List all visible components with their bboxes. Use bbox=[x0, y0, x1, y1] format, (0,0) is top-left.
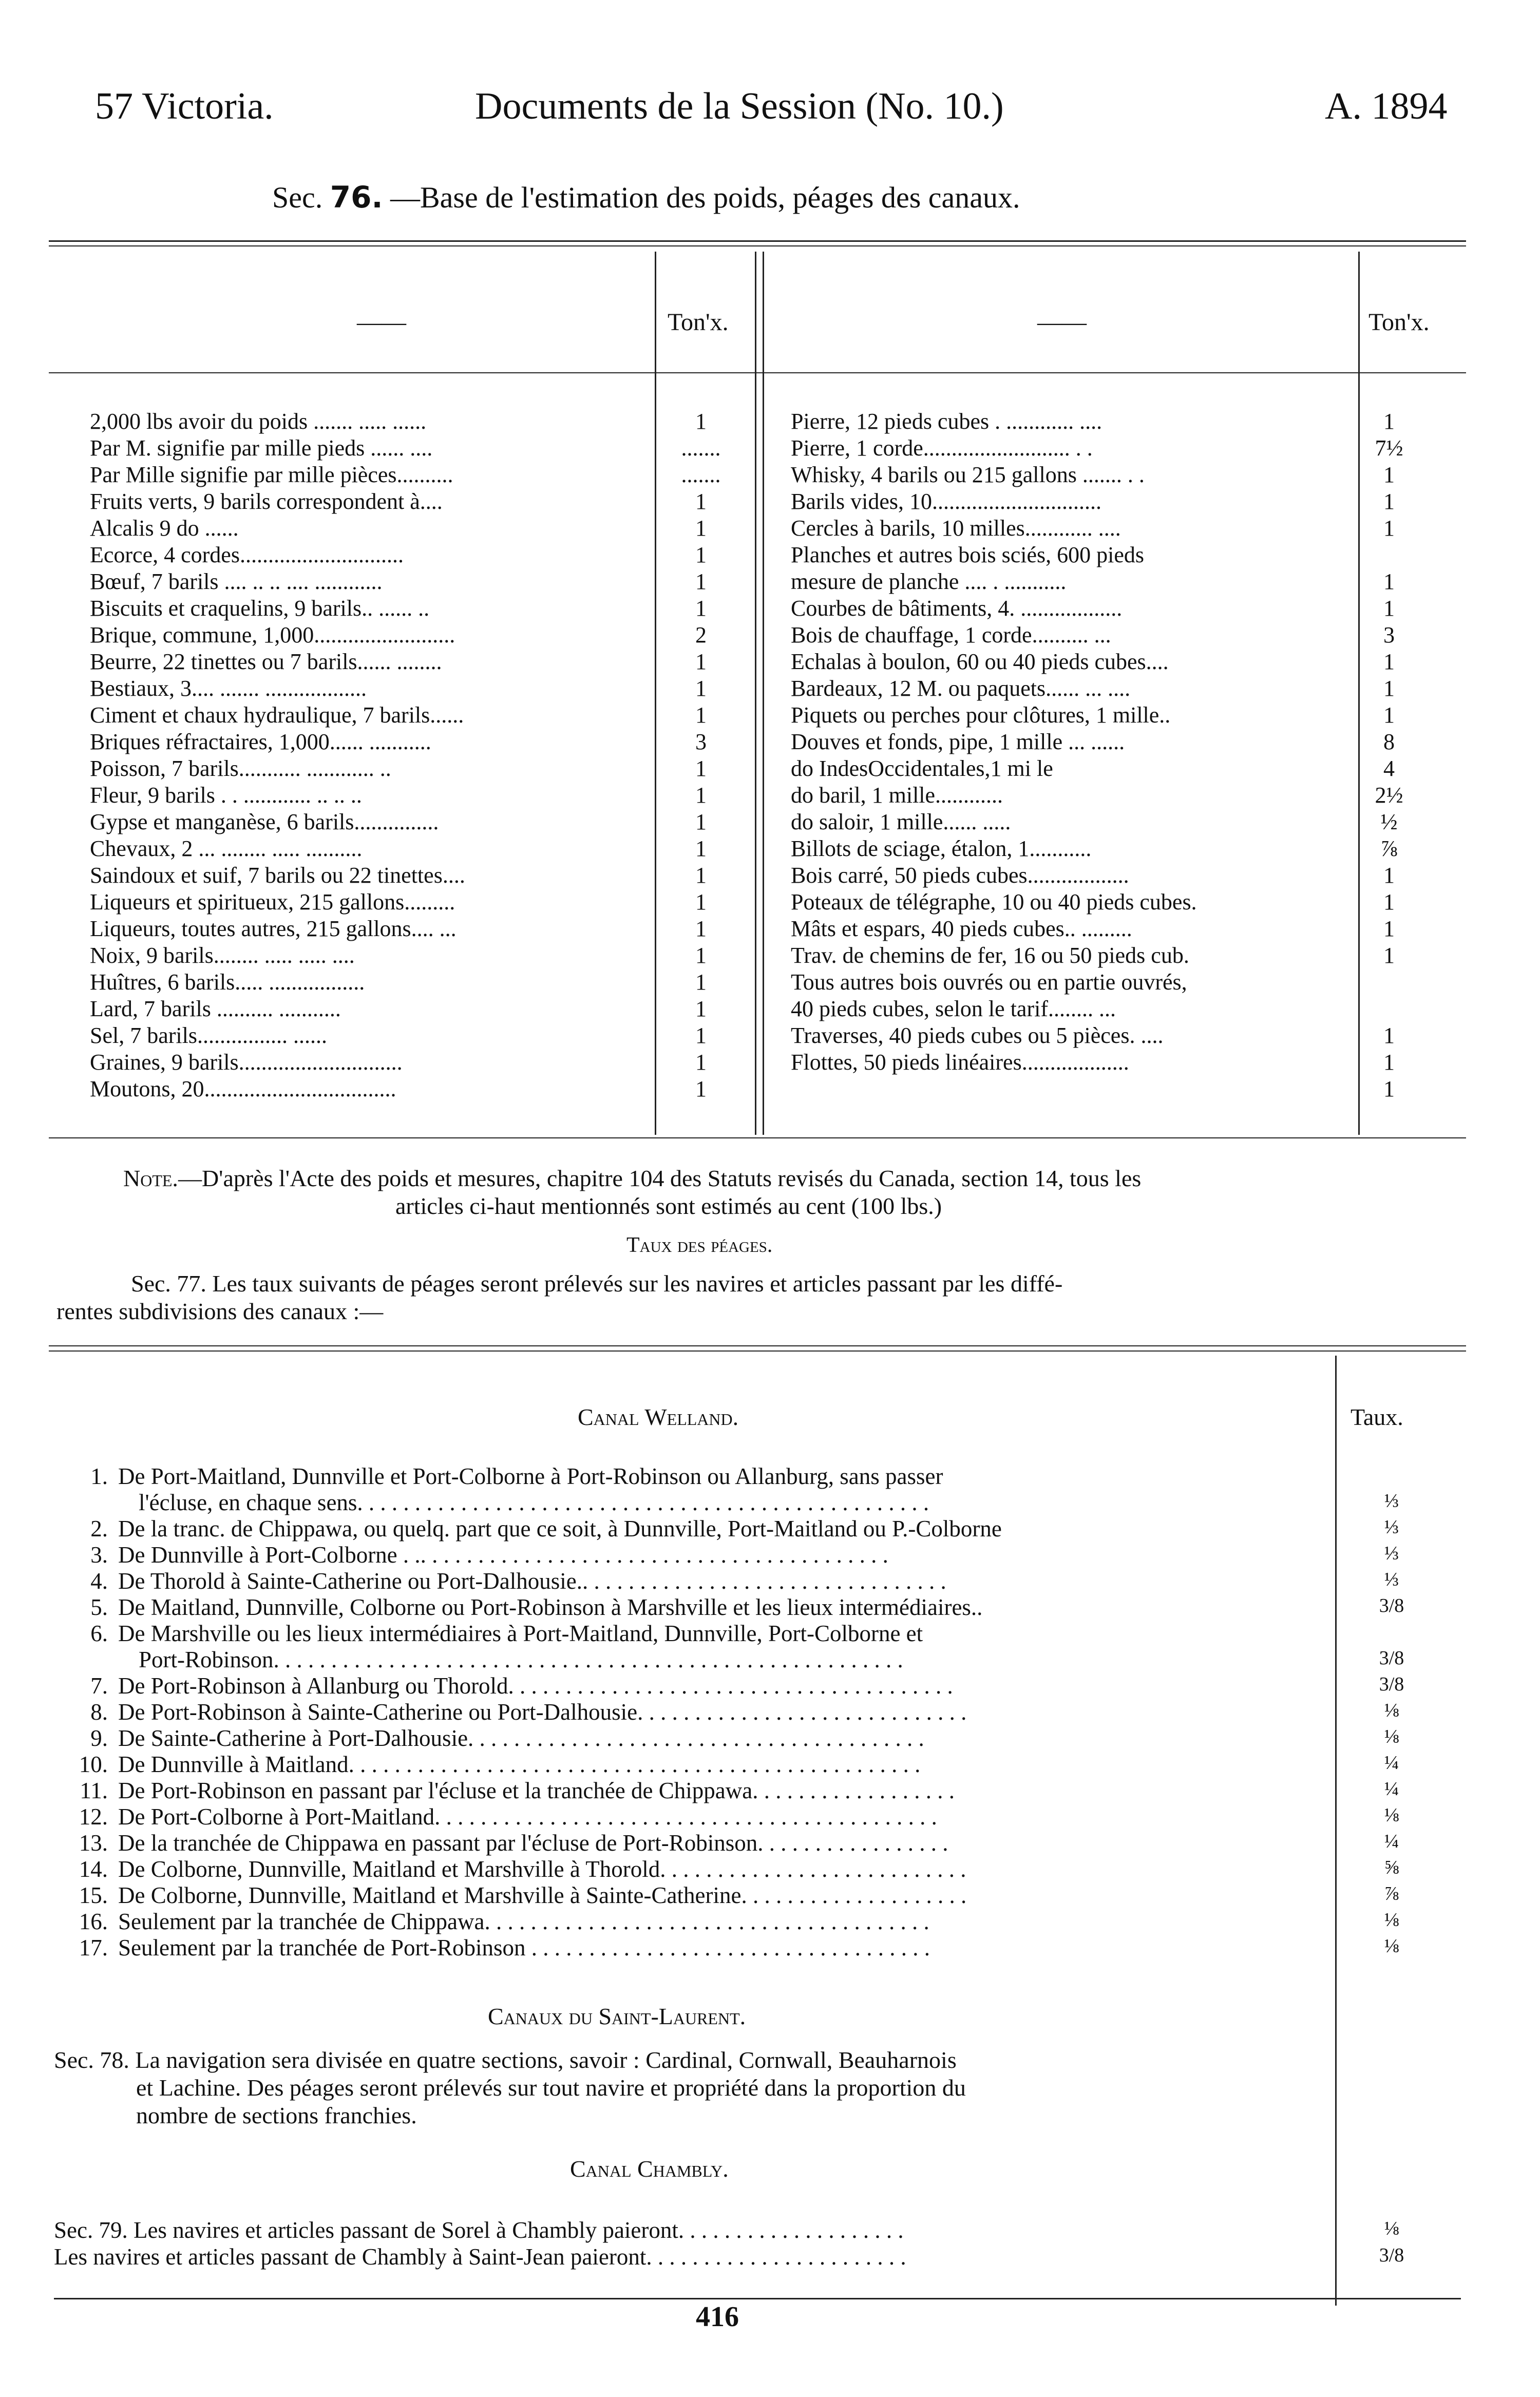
left-item-value: 1 bbox=[695, 836, 707, 861]
welland-row-number: 9. bbox=[90, 1725, 108, 1751]
page-number: 416 bbox=[696, 2301, 739, 2333]
right-item-value: 1 bbox=[1383, 863, 1395, 888]
right-item-row bbox=[791, 729, 1474, 755]
welland-row-text: Seulement par la tranchée de Port-Robinson . . . . . . . . . . . . . . . . . . . . . . . . . . . . . . . . . . . bbox=[118, 1935, 930, 1961]
welland-row-rate: ⅓ bbox=[1384, 1490, 1399, 1512]
left-item-label: Sel, 7 barils................ ...... bbox=[90, 1023, 327, 1048]
welland-row-rate: ⅛ bbox=[1384, 1700, 1399, 1721]
left-item-row bbox=[90, 488, 809, 515]
right-item-label: Tous autres bois ouvrés ou en partie ouvrés, bbox=[791, 969, 1187, 995]
left-item-label: Fleur, 9 barils . . ............ .. .. .. bbox=[90, 783, 362, 808]
left-item-label: Briques réfractaires, 1,000...... ........... bbox=[90, 729, 431, 754]
right-item-label: Bardeaux, 12 M. ou paquets...... ... .... bbox=[791, 676, 1131, 701]
right-item-label: mesure de planche .... . ........... bbox=[791, 569, 1067, 594]
welland-row-text: De Marshville ou les lieux intermédiaires à Port-Maitland, Dunnville, Port-Colborne et bbox=[118, 1621, 923, 1646]
right-item-label: Planches et autres bois sciés, 600 pieds bbox=[791, 542, 1144, 567]
left-item-label: Huîtres, 6 barils..... ................. bbox=[90, 969, 365, 995]
right-item-label: Whisky, 4 barils ou 215 gallons ....... . . bbox=[791, 462, 1145, 487]
right-item-label: Poteaux de télégraphe, 10 ou 40 pieds cubes. bbox=[791, 889, 1197, 915]
left-item-row bbox=[90, 809, 809, 835]
right-item-value: 4 bbox=[1383, 756, 1395, 781]
left-item-value: 1 bbox=[695, 943, 707, 968]
right-item-value: 1 bbox=[1383, 516, 1395, 541]
taux-divider bbox=[1335, 1356, 1337, 2306]
right-item-row bbox=[791, 702, 1474, 729]
welland-top-rule-2 bbox=[49, 1350, 1466, 1352]
left-item-label: Ciment et chaux hydraulique, 7 barils...... bbox=[90, 702, 464, 728]
right-item-row bbox=[791, 969, 1474, 996]
left-item-row bbox=[90, 702, 809, 729]
left-item-value: 2 bbox=[695, 622, 707, 648]
left-item-value: 1 bbox=[695, 702, 707, 728]
right-item-label: Billots de sciage, étalon, 1........... bbox=[791, 836, 1092, 861]
chambly-row-rate: 3/8 bbox=[1379, 2244, 1404, 2266]
welland-row-rate: ⅓ bbox=[1384, 1543, 1399, 1564]
welland-row-text: De la tranc. de Chippawa, ou quelq. part que ce soit, à Dunnville, Port-Maitland ou P.-Colborne bbox=[118, 1516, 1002, 1542]
welland-row-number: 14. bbox=[79, 1856, 108, 1882]
right-item-value: 1 bbox=[1383, 596, 1395, 621]
welland-top-rule bbox=[49, 1345, 1466, 1346]
left-item-label: Saindoux et suif, 7 barils ou 22 tinettes.... bbox=[90, 863, 465, 888]
welland-row-rate: ¼ bbox=[1384, 1778, 1399, 1800]
right-item-label: Bois carré, 50 pieds cubes.................. bbox=[791, 863, 1129, 888]
left-item-value: 1 bbox=[695, 916, 707, 941]
welland-row-rate: ⅞ bbox=[1384, 1883, 1399, 1905]
table-top-rule-2 bbox=[49, 245, 1466, 246]
left-item-row bbox=[90, 889, 809, 916]
left-item-row bbox=[90, 515, 809, 542]
left-item-row bbox=[90, 1022, 809, 1049]
header-right: A. 1894 bbox=[1325, 85, 1448, 127]
left-item-value: 1 bbox=[695, 783, 707, 808]
right-item-value: 1 bbox=[1383, 1023, 1395, 1048]
right-item-row bbox=[791, 568, 1474, 595]
right-item-value: 1 bbox=[1383, 462, 1395, 487]
right-item-row bbox=[791, 542, 1474, 568]
welland-row-text: De Port-Robinson à Allanburg ou Thorold. . . . . . . . . . . . . . . . . . . . . . . . . . . . . . . . . . . . . . . bbox=[118, 1673, 953, 1699]
welland-row-text: De Colborne, Dunnville, Maitland et Marshville à Thorold. . . . . . . . . . . . . . . . . . . . . . . . . . . bbox=[118, 1856, 966, 1882]
left-item-value: 1 bbox=[695, 996, 707, 1021]
left-item-row bbox=[90, 408, 809, 435]
welland-row-number: 10. bbox=[79, 1752, 108, 1777]
welland-row-number: 17. bbox=[79, 1935, 108, 1961]
welland-row-number: 11. bbox=[80, 1778, 108, 1803]
welland-row-text: De Port-Robinson en passant par l'écluse et la tranchée de Chippawa. . . . . . . . . . . . . . . . . . bbox=[118, 1778, 955, 1803]
section-title-text: —Base de l'estimation des poids, péages des canaux. bbox=[390, 181, 1020, 214]
welland-row-rate: ⅓ bbox=[1384, 1569, 1399, 1590]
saint-laurent-line-3: nombre de sections franchies. bbox=[136, 2102, 417, 2128]
left-item-row bbox=[90, 595, 809, 622]
right-item-label: Pierre, 1 corde.......................... . . bbox=[791, 435, 1093, 461]
note-lead: Note. bbox=[123, 1165, 178, 1191]
right-item-value: 1 bbox=[1383, 889, 1395, 915]
left-item-label: Alcalis 9 do ...... bbox=[90, 516, 239, 541]
left-item-row bbox=[90, 1076, 809, 1102]
welland-row-rate: 3/8 bbox=[1379, 1647, 1404, 1669]
left-item-label: Bœuf, 7 barils .... .. .. .... ............ bbox=[90, 569, 383, 594]
right-item-value: ½ bbox=[1380, 809, 1398, 834]
left-item-label: Par M. signifie par mille pieds ...... .... bbox=[90, 435, 433, 461]
left-item-row bbox=[90, 1049, 809, 1076]
left-item-row bbox=[90, 622, 809, 649]
left-item-row bbox=[90, 942, 809, 969]
left-item-list bbox=[90, 408, 809, 1102]
welland-row-text: De Thorold à Sainte-Catherine ou Port-Dalhousie.. . . . . . . . . . . . . . . . . . . . . . . . . . . . . . . . bbox=[118, 1568, 946, 1594]
right-item-row bbox=[791, 649, 1474, 675]
section-label: Sec. bbox=[272, 181, 323, 214]
table-top-rule bbox=[49, 240, 1466, 242]
welland-row-rate: 3/8 bbox=[1379, 1673, 1404, 1695]
left-item-row bbox=[90, 969, 809, 996]
left-item-value: ....... bbox=[681, 435, 721, 461]
left-item-row bbox=[90, 755, 809, 782]
right-item-row bbox=[791, 889, 1474, 916]
left-item-row bbox=[90, 462, 809, 488]
right-item-value: 1 bbox=[1383, 943, 1395, 968]
left-item-row bbox=[90, 996, 809, 1022]
welland-row-text: De Port-Maitland, Dunnville et Port-Colborne à Port-Robinson ou Allanburg, sans passer bbox=[118, 1463, 943, 1489]
welland-row-number: 16. bbox=[79, 1909, 108, 1934]
welland-row-number: 5. bbox=[90, 1594, 108, 1620]
right-item-label: Cercles à barils, 10 milles............ .... bbox=[791, 516, 1121, 541]
right-item-row bbox=[791, 1049, 1474, 1076]
right-item-row bbox=[791, 488, 1474, 515]
welland-row-rate: ⅓ bbox=[1384, 1516, 1399, 1538]
left-item-value: 1 bbox=[695, 1076, 707, 1101]
taux-heading: Taux des péages. bbox=[626, 1233, 773, 1257]
right-item-list bbox=[791, 408, 1474, 1102]
welland-row-number: 1. bbox=[90, 1463, 108, 1489]
note-line-1 bbox=[123, 1165, 1141, 1192]
left-item-label: Noix, 9 barils........ ..... ..... .... bbox=[90, 943, 355, 968]
right-item-value: 1 bbox=[1383, 649, 1395, 674]
welland-row-rate: ¼ bbox=[1384, 1831, 1399, 1852]
welland-row-rate: ⅛ bbox=[1384, 1909, 1399, 1931]
right-item-row bbox=[791, 675, 1474, 702]
saint-laurent-line-1: Sec. 78. La navigation sera divisée en quatre sections, savoir : Cardinal, Cornwall, Beauharnois bbox=[54, 2047, 957, 2073]
left-item-value: 1 bbox=[695, 809, 707, 834]
right-item-label: Traverses, 40 pieds cubes ou 5 pièces. .... bbox=[791, 1023, 1164, 1048]
welland-row-rate: ⅝ bbox=[1384, 1857, 1399, 1878]
right-item-row bbox=[791, 1076, 1474, 1102]
right-item-value: 8 bbox=[1383, 729, 1395, 754]
right-item-row bbox=[791, 996, 1474, 1022]
left-item-value: 1 bbox=[695, 1050, 707, 1075]
left-item-label: Gypse et manganèse, 6 barils............... bbox=[90, 809, 439, 834]
right-item-label: Barils vides, 10.............................. bbox=[791, 489, 1101, 514]
sec77-line-1: Sec. 77. Les taux suivants de péages seront prélevés sur les navires et articles passant par les diffé- bbox=[131, 1270, 1063, 1297]
right-item-label: Mâts et espars, 40 pieds cubes.. ......... bbox=[791, 916, 1132, 941]
welland-row-text: Seulement par la tranchée de Chippawa. . . . . . . . . . . . . . . . . . . . . . . . . . . . . . . . . . . . . . . bbox=[118, 1909, 929, 1934]
welland-row-number: 7. bbox=[90, 1673, 108, 1699]
welland-heading: Canal Welland. bbox=[578, 1404, 739, 1430]
welland-row-text: De Sainte-Catherine à Port-Dalhousie. . . . . . . . . . . . . . . . . . . . . . . . . . . . . . . . . . . . . . . . bbox=[118, 1725, 924, 1751]
left-item-value: 1 bbox=[695, 489, 707, 514]
left-item-label: Bestiaux, 3.... ....... .................. bbox=[90, 676, 367, 701]
welland-row-text: De Maitland, Dunnville, Colborne ou Port-Robinson à Marshville et les lieux intermédiaires.. bbox=[118, 1594, 983, 1620]
right-item-label: Douves et fonds, pipe, 1 mille ... ...... bbox=[791, 729, 1125, 754]
welland-row-number: 2. bbox=[90, 1516, 108, 1542]
left-item-value: 1 bbox=[695, 542, 707, 567]
left-item-label: Biscuits et craquelins, 9 barils.. ...... .. bbox=[90, 596, 430, 621]
note-line-2: articles ci-haut mentionnés sont estimés au cent (100 lbs.) bbox=[395, 1193, 942, 1219]
left-item-value: 1 bbox=[695, 969, 707, 995]
right-item-row bbox=[791, 622, 1474, 649]
welland-row-number: 12. bbox=[79, 1804, 108, 1830]
left-item-value: ....... bbox=[681, 462, 721, 487]
table-bottom-rule bbox=[49, 1137, 1466, 1138]
right-item-row bbox=[791, 515, 1474, 542]
right-item-row bbox=[791, 809, 1474, 835]
left-item-row bbox=[90, 435, 809, 462]
left-item-row bbox=[90, 782, 809, 809]
left-item-label: Chevaux, 2 ... ........ ..... .......... bbox=[90, 836, 363, 861]
right-item-label: do IndesOccidentales,1 mi le bbox=[791, 756, 1053, 781]
right-item-row bbox=[791, 755, 1474, 782]
left-item-label: Ecorce, 4 cordes............................. bbox=[90, 542, 404, 567]
right-item-row bbox=[791, 835, 1474, 862]
welland-row-text: l'écluse, en chaque sens. . . . . . . . . . . . . . . . . . . . . . . . . . . . . . . . . . . . . . . . . . . . . . . . . . bbox=[139, 1490, 929, 1515]
welland-row-text: De la tranchée de Chippawa en passant par l'écluse de Port-Robinson. . . . . . . . . . . . . . . . . bbox=[118, 1830, 948, 1856]
left-item-value: 1 bbox=[695, 569, 707, 594]
section-number: 76. bbox=[330, 180, 383, 215]
right-item-label: Piquets ou perches pour clôtures, 1 mille.. bbox=[791, 702, 1171, 728]
welland-row-text: De Dunnville à Port-Colborne . .. . . . . . . . . . . . . . . . . . . . . . . . . . . . . . . . . . . . . . . . . bbox=[118, 1542, 888, 1568]
welland-row-number: 6. bbox=[90, 1621, 108, 1646]
right-item-label: Pierre, 12 pieds cubes . ............ .... bbox=[791, 409, 1102, 434]
chambly-row-text: Les navires et articles passant de Chambly à Saint-Jean paieront. . . . . . . . . . . . . . . . . . . . . . . bbox=[54, 2244, 906, 2270]
left-item-label: Poisson, 7 barils........... ............ .. bbox=[90, 756, 391, 781]
welland-row-rate: 3/8 bbox=[1379, 1595, 1404, 1616]
left-item-value: 1 bbox=[695, 409, 707, 434]
right-item-value: 3 bbox=[1383, 622, 1395, 648]
chambly-row-rate: ⅛ bbox=[1384, 2218, 1399, 2239]
page-bottom-rule bbox=[54, 2298, 1461, 2299]
left-item-value: 1 bbox=[695, 756, 707, 781]
taux-label: Taux. bbox=[1351, 1404, 1403, 1430]
left-item-value: 3 bbox=[695, 729, 707, 754]
left-item-row bbox=[90, 916, 809, 942]
right-item-row bbox=[791, 408, 1474, 435]
welland-row-text: De Colborne, Dunnville, Maitland et Marshville à Sainte-Catherine. . . . . . . . . . . . . . . . . . . . bbox=[118, 1882, 967, 1908]
welland-row-number: 8. bbox=[90, 1699, 108, 1725]
chambly-row-text: Sec. 79. Les navires et articles passant de Sorel à Chambly paieront. . . . . . . . . . . . . . . . . . . . bbox=[54, 2217, 904, 2243]
saint-laurent-line-2: et Lachine. Des péages seront prélevés sur tout navire et propriété dans la proportion du bbox=[136, 2075, 966, 2101]
right-item-value: 1 bbox=[1383, 916, 1395, 941]
left-item-value: 1 bbox=[695, 596, 707, 621]
left-item-row bbox=[90, 729, 809, 755]
left-item-row bbox=[90, 649, 809, 675]
right-item-value: 1 bbox=[1383, 489, 1395, 514]
right-item-label: Trav. de chemins de fer, 16 ou 50 pieds cub. bbox=[791, 943, 1189, 968]
left-item-label: Lard, 7 barils .......... ........... bbox=[90, 996, 341, 1021]
right-item-label: Bois de chauffage, 1 corde.......... ... bbox=[791, 622, 1111, 648]
right-item-value: 7½ bbox=[1375, 435, 1403, 461]
left-item-label: 2,000 lbs avoir du poids ....... ..... ...... bbox=[90, 409, 427, 434]
right-item-label: Echalas à boulon, 60 ou 40 pieds cubes.... bbox=[791, 649, 1169, 674]
right-item-row bbox=[791, 916, 1474, 942]
right-item-label: do saloir, 1 mille...... ..... bbox=[791, 809, 1011, 834]
table-header-rule bbox=[49, 372, 1466, 373]
right-item-row bbox=[791, 595, 1474, 622]
left-item-value: 1 bbox=[695, 516, 707, 541]
right-item-row bbox=[791, 782, 1474, 809]
right-item-value: 1 bbox=[1383, 569, 1395, 594]
right-item-label: do baril, 1 mille............ bbox=[791, 783, 1003, 808]
right-item-value: 1 bbox=[1383, 702, 1395, 728]
welland-row-text: De Port-Robinson à Sainte-Catherine ou Port-Dalhousie. . . . . . . . . . . . . . . . . . . . . . . . . . . . . bbox=[118, 1699, 967, 1725]
left-item-label: Liqueurs et spiritueux, 215 gallons......... bbox=[90, 889, 455, 915]
right-item-value: 1 bbox=[1383, 409, 1395, 434]
right-item-value: 1 bbox=[1383, 1050, 1395, 1075]
right-item-row bbox=[791, 435, 1474, 462]
welland-row-text: Port-Robinson. . . . . . . . . . . . . . . . . . . . . . . . . . . . . . . . . . . . . . . . . . . . . . . . . . . . . . . bbox=[139, 1647, 903, 1672]
col-header-ton-left: Ton'x. bbox=[668, 309, 729, 336]
left-item-value: 1 bbox=[695, 649, 707, 674]
right-item-value: 2½ bbox=[1375, 783, 1403, 808]
col-header-dash-left: —— bbox=[357, 309, 406, 336]
left-item-value: 1 bbox=[695, 889, 707, 915]
sec77-line-2: rentes subdivisions des canaux :— bbox=[56, 1298, 384, 1324]
left-item-label: Brique, commune, 1,000......................... bbox=[90, 622, 455, 648]
note-text: —D'après l'Acte des poids et mesures, chapitre 104 des Statuts revisés du Canada, section 14, tous les bbox=[178, 1165, 1142, 1191]
right-item-value: ⅞ bbox=[1380, 836, 1398, 861]
saint-laurent-heading: Canaux du Saint-Laurent. bbox=[488, 2003, 746, 2029]
header-left: 57 Victoria. bbox=[95, 85, 274, 127]
welland-row-number: 13. bbox=[79, 1830, 108, 1856]
welland-row-rate: ⅛ bbox=[1384, 1804, 1399, 1826]
right-item-value: 1 bbox=[1383, 676, 1395, 701]
right-item-label: 40 pieds cubes, selon le tarif........ ... bbox=[791, 996, 1116, 1021]
welland-row-text: De Port-Colborne à Port-Maitland. . . . . . . . . . . . . . . . . . . . . . . . . . . . . . . . . . . . . . . . . . . . bbox=[118, 1804, 937, 1830]
left-item-label: Par Mille signifie par mille pièces.......... bbox=[90, 462, 453, 487]
left-item-row bbox=[90, 675, 809, 702]
left-item-label: Liqueurs, toutes autres, 215 gallons.... ... bbox=[90, 916, 457, 941]
left-item-label: Beurre, 22 tinettes ou 7 barils...... ........ bbox=[90, 649, 442, 674]
left-item-row bbox=[90, 835, 809, 862]
welland-row-number: 15. bbox=[79, 1882, 108, 1908]
welland-row-rate: ⅛ bbox=[1384, 1935, 1399, 1957]
right-item-row bbox=[791, 862, 1474, 889]
col-header-ton-right: Ton'x. bbox=[1368, 309, 1430, 336]
left-item-value: 1 bbox=[695, 676, 707, 701]
left-item-label: Graines, 9 barils............................. bbox=[90, 1050, 403, 1075]
chambly-heading: Canal Chambly. bbox=[570, 2156, 729, 2182]
right-item-row bbox=[791, 462, 1474, 488]
right-item-value: 1 bbox=[1383, 1076, 1395, 1101]
left-item-row bbox=[90, 542, 809, 568]
welland-row-number: 3. bbox=[90, 1542, 108, 1568]
left-item-row bbox=[90, 862, 809, 889]
welland-row-text: De Dunnville à Maitland. . . . . . . . . . . . . . . . . . . . . . . . . . . . . . . . . . . . . . . . . . . . . . . . . . bbox=[118, 1752, 921, 1777]
section-76-title bbox=[272, 180, 1020, 215]
welland-row-rate: ¼ bbox=[1384, 1752, 1399, 1774]
left-item-label: Fruits verts, 9 barils correspondent à.... bbox=[90, 489, 443, 514]
left-item-value: 1 bbox=[695, 1023, 707, 1048]
right-item-row bbox=[791, 942, 1474, 969]
welland-row-number: 4. bbox=[90, 1568, 108, 1594]
header-center: Documents de la Session (No. 10.) bbox=[475, 85, 1004, 127]
welland-row-rate: ⅛ bbox=[1384, 1726, 1399, 1747]
left-item-value: 1 bbox=[695, 863, 707, 888]
right-item-label: Courbes de bâtiments, 4. .................. bbox=[791, 596, 1123, 621]
col-header-dash-right: —— bbox=[1037, 309, 1087, 336]
left-item-row bbox=[90, 568, 809, 595]
left-item-label: Moutons, 20.................................. bbox=[90, 1076, 396, 1101]
right-item-label: Flottes, 50 pieds linéaires................... bbox=[791, 1050, 1129, 1075]
right-item-row bbox=[791, 1022, 1474, 1049]
